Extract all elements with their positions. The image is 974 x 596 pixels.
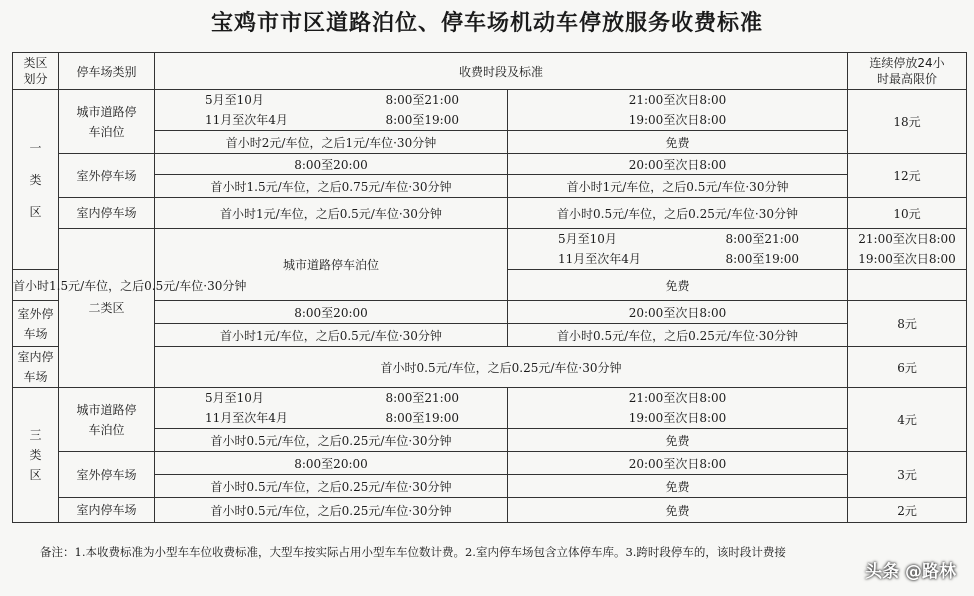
table-row xyxy=(13,90,967,131)
max-price-cell: 10元 xyxy=(848,198,967,229)
time-cell: 20:00至次日8:00 xyxy=(508,301,848,324)
period-time: 8:00至19:00 xyxy=(385,411,459,425)
max-price-cell: 6元 xyxy=(848,347,967,388)
period-time: 21:00至次日8:00 xyxy=(628,391,727,405)
time-line xyxy=(508,229,847,249)
table-row xyxy=(13,301,967,324)
period-label: 11月至次年4月 xyxy=(205,113,288,127)
table-row xyxy=(13,324,967,347)
period-time: 19:00至次日8:00 xyxy=(628,113,727,127)
period-time: 8:00至19:00 xyxy=(385,113,459,127)
table-row xyxy=(13,475,967,498)
time-cell: 8:00至20:00 xyxy=(155,154,508,175)
footnote: 备注：1.本收费标准为小型车车位收费标准，大型车按实际占用小型车车位数计费。2.室内停车场包含立体停车库。3.跨时段停车的，该时段计费接 xyxy=(40,545,786,559)
category-street: 城市道路停车泊位 xyxy=(59,388,155,452)
rate-cell: 首小时2元/车位，之后1元/车位·30分钟 xyxy=(155,131,508,154)
max-price-cell: 8元 xyxy=(848,301,967,347)
rate-cell: 首小时0.5元/车位，之后0.25元/车位·30分钟 xyxy=(508,198,848,229)
time-line xyxy=(508,249,847,269)
time-day-cell xyxy=(155,388,508,429)
period-time: 21:00至次日8:00 xyxy=(628,93,727,107)
period-time: 21:00至次日8:00 xyxy=(858,232,956,246)
period-label: 11月至次年4月 xyxy=(205,411,288,425)
table-header-row xyxy=(13,53,967,90)
time-line xyxy=(155,408,507,428)
time-cell: 8:00至20:00 xyxy=(155,301,508,324)
table-row xyxy=(13,131,967,154)
category-indoor: 室内停车场 xyxy=(59,198,155,229)
period-label: 11月至次年4月 xyxy=(558,252,641,266)
time-night-cell xyxy=(848,229,967,270)
max-price-cell: 18元 xyxy=(848,90,967,154)
page-title: 宝鸡市市区道路泊位、停车场机动车停放服务收费标准 xyxy=(210,11,763,36)
table-row xyxy=(13,198,967,229)
table-row xyxy=(13,452,967,475)
period-time: 8:00至21:00 xyxy=(385,93,459,107)
rate-cell: 免费 xyxy=(508,498,848,523)
period-label: 5月至10月 xyxy=(205,391,264,405)
time-night-cell xyxy=(508,388,848,429)
time-cell: 20:00至次日8:00 xyxy=(508,154,848,175)
period-time: 8:00至21:00 xyxy=(385,391,459,405)
table-row xyxy=(13,498,967,523)
zone-1-cell xyxy=(13,90,59,270)
period-label: 5月至10月 xyxy=(205,93,264,107)
time-cell: 8:00至20:00 xyxy=(155,452,508,475)
time-line xyxy=(155,90,507,110)
category-outdoor: 室外停车场 xyxy=(59,452,155,498)
rate-cell: 免费 xyxy=(508,429,848,452)
max-price-cell: 12元 xyxy=(848,154,967,198)
rate-cell: 首小时0.5元/车位，之后0.25元/车位·30分钟 xyxy=(155,429,508,452)
rate-cell: 首小时0.5元/车位，之后0.25元/车位·30分钟 xyxy=(508,324,848,347)
time-line xyxy=(155,110,507,130)
header-zone: 类区划分 xyxy=(13,53,59,90)
time-line xyxy=(155,388,507,408)
rate-cell: 首小时0.5元/车位，之后0.25元/车位·30分钟 xyxy=(155,475,508,498)
period-time: 8:00至21:00 xyxy=(725,232,800,246)
time-cell: 20:00至次日8:00 xyxy=(508,452,848,475)
header-category: 停车场类别 xyxy=(59,53,155,90)
category-street: 城市道路停车泊位 xyxy=(59,90,155,154)
rate-cell: 首小时1元/车位，之后0.5元/车位·30分钟 xyxy=(508,175,848,198)
period-label: 5月至10月 xyxy=(558,232,617,246)
table-row xyxy=(13,175,967,198)
time-night-cell xyxy=(508,90,848,131)
category-outdoor: 室外停车场 xyxy=(59,154,155,198)
rate-cell: 首小时1.5元/车位，之后0.5元/车位·30分钟 xyxy=(13,270,59,301)
table-row xyxy=(13,347,967,388)
rate-cell: 免费 xyxy=(508,270,848,301)
max-price-cell: 3元 xyxy=(848,452,967,498)
rate-cell: 免费 xyxy=(508,131,848,154)
category-indoor: 室内停车场 xyxy=(13,347,59,388)
category-street: 城市道路停车泊位 xyxy=(155,229,508,301)
fee-standard-table xyxy=(12,52,967,523)
table-row xyxy=(13,429,967,452)
table-row xyxy=(13,229,967,270)
rate-cell: 首小时0.5元/车位，之后0.25元/车位·30分钟 xyxy=(155,498,508,523)
rate-cell: 首小时1元/车位，之后0.5元/车位·30分钟 xyxy=(155,198,508,229)
max-price-cell: 4元 xyxy=(848,388,967,452)
rate-cell: 首小时1.5元/车位，之后0.75元/车位·30分钟 xyxy=(155,175,508,198)
period-time: 19:00至次日8:00 xyxy=(858,252,956,266)
category-outdoor: 室外停车场 xyxy=(13,301,59,347)
rate-cell: 免费 xyxy=(508,475,848,498)
rate-cell: 首小时0.5元/车位，之后0.25元/车位·30分钟 xyxy=(155,347,848,388)
rate-cell: 首小时1元/车位，之后0.5元/车位·30分钟 xyxy=(155,324,508,347)
max-price-cell: 2元 xyxy=(848,498,967,523)
time-day-cell xyxy=(155,90,508,131)
table-row xyxy=(13,388,967,429)
period-time: 8:00至19:00 xyxy=(725,252,800,266)
zone-label: 一类区 xyxy=(29,140,42,219)
category-indoor: 室内停车场 xyxy=(59,498,155,523)
watermark: 头条 @路林 xyxy=(865,562,956,582)
table-row xyxy=(13,154,967,175)
header-period: 收费时段及标准 xyxy=(155,53,848,90)
period-time: 19:00至次日8:00 xyxy=(628,411,727,425)
zone-3-cell: 三类区 xyxy=(13,388,59,523)
time-day-cell xyxy=(508,229,848,270)
header-max24: 连续停放24小时最高限价 xyxy=(848,53,967,90)
zone-2-cell: 二类区 xyxy=(59,229,155,388)
